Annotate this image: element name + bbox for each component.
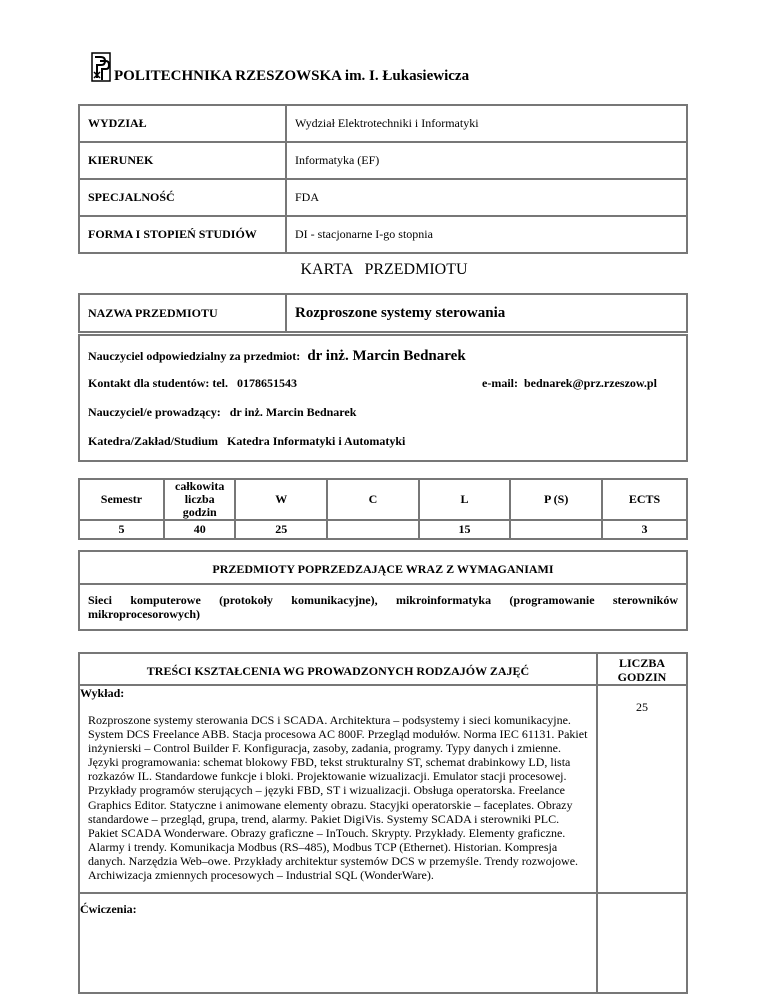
hours-header: ECTS [602,479,687,520]
lecture-label: Wykład: [80,686,125,700]
exercises-hours-box [596,892,688,994]
hours-value [510,520,602,539]
hours-value: 15 [419,520,511,539]
prerequisites-text: Sieci komputerowe (protokoły komunikacyjne), mikroinformatyka (programowanie sterowników mikroprocesorowych) [88,593,678,621]
subject-label: NAZWA PRZEDMIOTU [79,294,286,332]
teacher-label: Nauczyciel odpowiedzialny za przedmiot: [88,349,301,363]
teacher-name: dr inż. Marcin Bednarek [307,348,466,364]
hours-header: W [235,479,327,520]
hours-value: 5 [79,520,164,539]
lecture-hours: 25 [636,700,648,714]
prerequisites-text-box [78,583,688,631]
exercises-box [78,892,598,994]
prerequisites-title: PRZEDMIOTY POPRZEDZAJĄCE WRAZ Z WYMAGANIAMI [212,562,554,576]
info-value: DI - stacjonarne I-go stopnia [286,216,687,253]
info-value: Informatyka (EF) [286,142,687,179]
hours-header: całkowita liczba godzin [164,479,236,520]
info-label: WYDZIAŁ [79,105,286,142]
teacher-box [78,334,688,462]
teacher-contact: Kontakt dla studentów: tel. 0178651543 [88,376,298,390]
lecture-box [78,684,598,894]
hours-column-header: LICZBA GODZIN [617,656,667,684]
hours-column-header-box [596,652,688,686]
study-info-table [78,104,688,254]
subject-table [78,293,688,333]
lecture-text: Rozproszone systemy sterowania DCS i SCADA. Architektura – podsystemy i sieci komunikacyjne. System DCS Freelance ABB. Stacja procesowa AC 800F. Przegląd modułów. Norma IEC 61131. Pakiet inżynierski – Control Builder F. Konfiguracja, zasoby, zadania, programy. Typy danych i zmienne. Języki programowania: schemat blokowy FBD, tekst strukturalny ST, schemat drabinkowy LD, lista rozkazów IL. Standardowe funkcje i bloki. Projektowanie wizualizacji. Emulator stacji procesowej. Przykłady programów sterujących – języki FBD, ST i wizualizacji. Obsługa operatorska. Freelance Graphics Editor. Statyczne i animowane elementy obrazu. Stacyjki operatorskie – faceplates. Obrazy standardowe – przegląd, grupa, trend, alarmy. Pakiet DigiVis. Systemy SCADA i sterowniki PLC. Pakiet SCADA Wonderware. Obrazy graficzne – InTouch. Skrypty. Przykłady. Elementy graficzne. Alarmy i trendy. Komunikacja Modbus (RS–485), Modbus TCP (Ethernet). Historian. Kompresja danych. Narzędzia Web–owe. Przykłady architektur systemów DCS w przemyśle. Trendy rozwojowe. Archiwizacja zmiennych procesowych – Industrial SQL (WonderWare). [88,713,588,883]
hours-table [78,478,688,540]
hours-header: L [419,479,511,520]
university-name: POLITECHNIKA RZESZOWSKA im. I. Łukasiewicza [114,68,470,84]
hours-value [327,520,419,539]
hours-header: C [327,479,419,520]
info-label: SPECJALNOŚĆ [79,179,286,216]
subject-name: Rozproszone systemy sterowania [286,294,687,332]
info-value: FDA [286,179,687,216]
prerequisites-title-box [78,550,688,585]
teacher-department: Katedra/Zakład/Studium Katedra Informatyki i Automatyki [88,434,406,448]
hours-header: P (S) [510,479,602,520]
hours-header: Semestr [79,479,164,520]
info-label: KIERUNEK [79,142,286,179]
exercises-label: Ćwiczenia: [80,902,137,916]
lecture-hours-box [596,684,688,894]
teacher-instructors: Nauczyciel/e prowadzący: dr inż. Marcin Bednarek [88,405,357,419]
content-header-box [78,652,598,686]
card-title: KARTA PRZEDMIOTU [300,261,468,278]
content-title: TREŚCI KSZTAŁCENIA WG PROWADZONYCH RODZAJÓW ZAJĘĆ [146,664,530,678]
info-label: FORMA I STOPIEŃ STUDIÓW [79,216,286,253]
hours-value: 3 [602,520,687,539]
university-logo [91,52,111,82]
hours-value: 40 [164,520,236,539]
info-value: Wydział Elektrotechniki i Informatyki [286,105,687,142]
teacher-email: e-mail: bednarek@prz.rzeszow.pl [482,376,657,390]
hours-value: 25 [235,520,327,539]
